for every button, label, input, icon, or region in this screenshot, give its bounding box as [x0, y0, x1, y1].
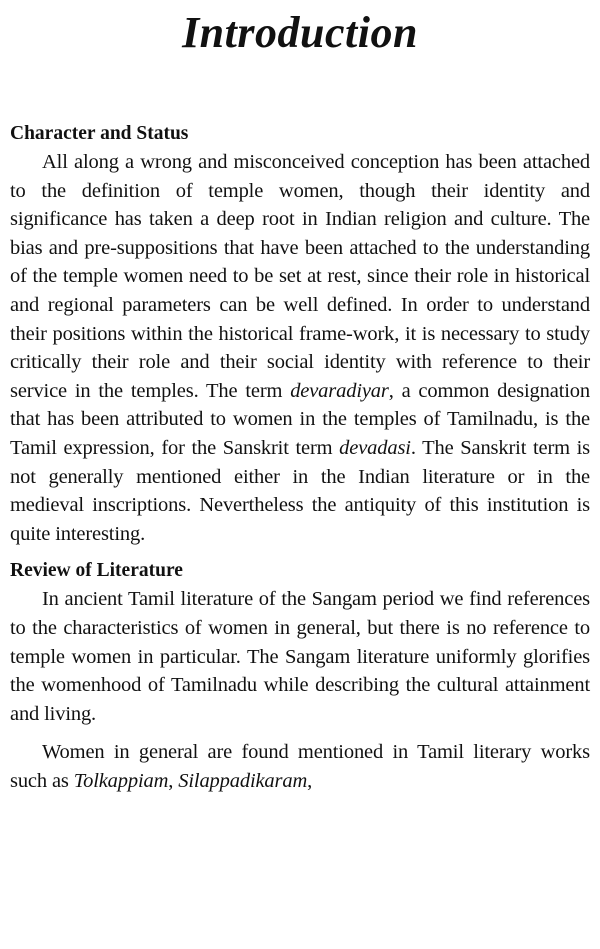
italic-title: Tolkappiam	[73, 769, 169, 792]
paragraph	[10, 148, 590, 548]
italic-term: devadasi	[339, 436, 411, 459]
paragraph-text: Women in general are found mentioned in Tamil literary works such as	[10, 741, 590, 792]
italic-title: Silappadikaram	[178, 769, 308, 792]
paragraph-text: ,	[168, 769, 179, 792]
section-review-of-literature	[10, 558, 590, 795]
paragraph-text: All along a wrong and misconceived conception has been attached to the definition of temple women, though their identity and significance has taken a deep root in Indian religion and culture. The bias and pre-suppositions that have been attached to the understanding of the temple women need to be set at rest, since their role in historical and regional parameters can be well defined. In order to understand their positions within the historical frame-work, it is necessary to study critically their role and their social identity with reference to their service in the temples. The term	[10, 151, 590, 402]
section-heading: Review of Literature	[10, 560, 183, 582]
paragraph: In ancient Tamil literature of the Sangam period we find references to the characteristics of women in general, but there is no reference to temple women in particular. The Sangam literature uniformly glorifies the womenhood of Tamilnadu while describing the cultural attainment and living.	[10, 588, 590, 725]
italic-term: devaradiyar	[290, 379, 389, 402]
paragraph-text: . The Sanskrit term is not generally mentioned either in the Indian literature or in the medieval inscriptions. Nevertheless the antiquity of this institution is quite interesting.	[10, 436, 590, 545]
paragraph-text: , a common designation that has been attributed to women in the temples of Tamilnadu, is the Tamil expression, for the Sanskrit term	[10, 379, 590, 459]
page-title: Introduction	[182, 8, 418, 57]
paragraph-text: ,	[307, 769, 313, 792]
section-character-and-status	[10, 121, 590, 548]
section-heading: Character and Status	[10, 123, 189, 144]
paragraph	[10, 738, 590, 795]
